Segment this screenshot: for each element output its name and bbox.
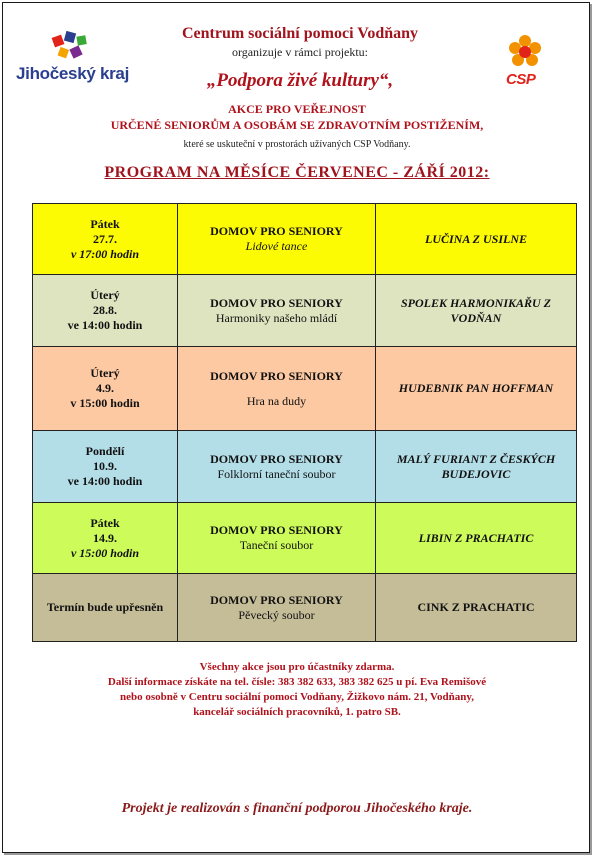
table-row (33, 503, 577, 574)
venue-note: které se uskuteční v prostorách užívaných CSP Vodňany. (183, 139, 411, 150)
day-label: Pondělí (85, 444, 125, 458)
organization-name: Centrum sociální pomoci Vodňany (181, 25, 419, 42)
time-label: v 15:00 hodin (70, 545, 139, 560)
performer-cell (376, 503, 577, 574)
venue-cell (178, 347, 376, 431)
performer-label: MALÝ FURIANT Z ČESKÝCH BUDEJOVIC (396, 451, 556, 481)
venue-label: DOMOV PRO SENIORY (210, 224, 343, 238)
performer-cell (376, 204, 577, 275)
performer-label: HUDEBNIK PAN HOFFMAN (398, 381, 554, 395)
date-cell (33, 204, 178, 275)
performer-cell (376, 574, 577, 642)
footer-free-entry: Všechny akce jsou pro účastníky zdarma. (199, 661, 395, 673)
performer-cell (376, 431, 577, 503)
date-cell (33, 275, 178, 347)
performer-cell (376, 275, 577, 347)
venue-label: DOMOV PRO SENIORY (210, 592, 343, 607)
date-label: 27.7. (93, 231, 117, 246)
table-row (33, 204, 577, 275)
footer-address: nebo osobně v Centru sociální pomoci Vodňany, Žižkovo nám. 21, Vodňany, (120, 691, 474, 703)
venue-cell (178, 204, 376, 275)
kraj-logo-text: Jihočeský kraj (16, 64, 129, 83)
date-cell (33, 503, 178, 574)
venue-label: DOMOV PRO SENIORY (210, 523, 343, 537)
project-title: „Podpora živé kultury“, (206, 70, 394, 91)
time-label: ve 14:00 hodin (67, 318, 143, 332)
program-title: PROGRAM NA MĚSÍCE ČERVENEC - ZÁŘÍ 2012: (104, 164, 490, 181)
day-label: Pátek (90, 216, 120, 231)
performer-cell (376, 347, 577, 431)
venue-cell (178, 275, 376, 347)
table-row (33, 347, 577, 431)
performer-label: LUČINA Z USILNE (424, 231, 528, 246)
date-cell (33, 347, 178, 431)
performer-label: LIBIN Z PRACHATIC (418, 530, 534, 545)
table-row (33, 431, 577, 503)
activity-label: Pěvecký soubor (238, 607, 315, 622)
date-label: 14.9. (93, 530, 117, 545)
activity-label: Hra na dudy (246, 393, 307, 408)
table-row (33, 275, 577, 347)
performer-label: CINK Z PRACHATIC (417, 600, 535, 614)
funding-note: Projekt je realizován s finanční podporou Jihočeského kraje. (121, 801, 473, 816)
date-label: 10.9. (93, 459, 117, 473)
activity-label: Folklorní taneční soubor (217, 466, 336, 481)
day-label: Pátek (90, 515, 120, 530)
activity-label: Harmoniky našeho mládí (215, 310, 338, 325)
venue-label: DOMOV PRO SENIORY (210, 368, 343, 383)
venue-cell (178, 431, 376, 503)
activity-label: Taneční soubor (239, 538, 314, 552)
flower-icon (500, 34, 550, 74)
venue-label: DOMOV PRO SENIORY (210, 451, 343, 466)
date-label: 4.9. (96, 381, 114, 395)
date-cell (33, 574, 178, 642)
kraj-emblem-icon (51, 30, 91, 62)
date-pending-label: Termín bude upřesněn (46, 600, 164, 614)
footer-office: kancelář sociálních pracovníků, 1. patro SB. (193, 706, 401, 718)
date-cell (33, 431, 178, 503)
date-label: 28.8. (93, 303, 117, 317)
program-table (32, 203, 577, 642)
jihocesky-kraj-logo (16, 30, 136, 90)
performer-label: SPOLEK HARMONIKAŘU Z VODŇAN (400, 295, 552, 325)
footer-contact: Další informace získáte na tel. čísle: 383 382 633, 383 382 625 u pí. Eva Remišové (107, 676, 487, 688)
target-audience-line: URČENÉ SENIORŮM A OSOBÁM SE ZDRAVOTNÍM POSTIŽENÍM, (110, 118, 484, 132)
activity-label: Lidové tance (245, 239, 308, 253)
time-label: ve 14:00 hodin (67, 474, 143, 488)
venue-label: DOMOV PRO SENIORY (210, 295, 343, 310)
time-label: v 17:00 hodin (70, 246, 139, 261)
csp-logo-text: CSP (506, 71, 536, 88)
organization-subtitle: organizuje v rámci projektu: (231, 45, 369, 59)
venue-cell (178, 503, 376, 574)
venue-cell (178, 574, 376, 642)
public-events-line: AKCE PRO VEŘEJNOST (228, 102, 366, 116)
day-label: Úterý (90, 288, 120, 302)
table-row (33, 574, 577, 642)
csp-logo (500, 34, 560, 94)
time-label: v 15:00 hodin (70, 396, 140, 410)
day-label: Úterý (90, 366, 120, 380)
